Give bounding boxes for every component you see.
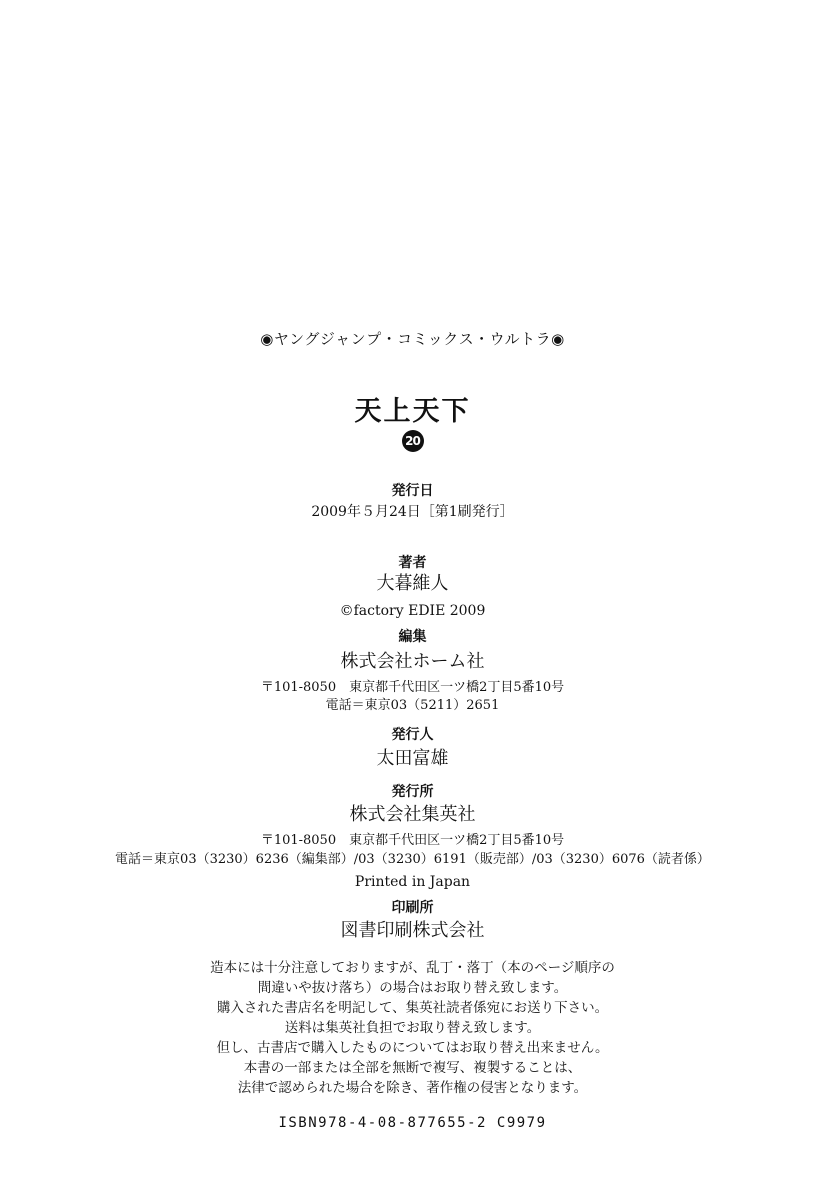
author-heading: 著者: [398, 555, 427, 571]
publisher-phone: 電話＝東京03（3230）6236（編集部）/03（3230）6191（販売部）/03（3230）6076（読者係）: [115, 852, 710, 867]
publisher-heading: 発行所: [391, 784, 434, 800]
issue-date: 2009年５月24日［第1刷発行］: [311, 504, 514, 520]
printer-heading: 印刷所: [391, 900, 434, 916]
author-copyright: ©factory EDIE 2009: [339, 603, 486, 619]
volume-number: 20: [402, 430, 424, 452]
publisher-company: 株式会社集英社: [349, 804, 476, 825]
issue-date-heading: 発行日: [391, 483, 434, 499]
volume-badge-wrap: [0, 430, 825, 452]
notice-line: 間違いや抜け落ち）の場合はお取り替え致します。: [257, 980, 568, 996]
publisher-address: 〒101-8050 東京都千代田区一ツ橋2丁目5番10号: [260, 833, 565, 848]
notice-line: 但し、古書店で購入したものについてはお取り替え出来ません。: [216, 1040, 609, 1056]
printed-in: Printed in Japan: [354, 874, 471, 890]
editor-phone: 電話＝東京03（5211）2651: [325, 698, 500, 713]
notice-line: 送料は集英社負担でお取り替え致します。: [284, 1020, 541, 1036]
publisher-person-heading: 発行人: [391, 727, 434, 743]
printer-company: 図書印刷株式会社: [340, 920, 485, 941]
editor-heading: 編集: [398, 629, 427, 645]
editor-company: 株式会社ホーム社: [340, 651, 485, 672]
notice-line: 法律で認められた場合を除き、著作権の侵害となります。: [237, 1080, 588, 1096]
notice-line: 本書の一部または全部を無断で複写、複製することは、: [243, 1060, 582, 1076]
notice-line: 造本には十分注意しておりますが、乱丁・落丁（本のページ順序の: [210, 960, 615, 976]
notice-line: 購入された書店名を明記して、集英社読者係宛にお送り下さい。: [216, 1000, 609, 1016]
editor-address: 〒101-8050 東京都千代田区一ツ橋2丁目5番10号: [260, 680, 565, 695]
series-name: ◉ヤングジャンプ・コミックス・ウルトラ◉: [260, 330, 565, 348]
author-name: 大暮維人: [376, 573, 449, 594]
isbn-code: ISBN978-4-08-877655-2 C9979: [278, 1115, 547, 1131]
publisher-person-name: 太田富雄: [376, 748, 449, 769]
book-title: 天上天下: [354, 396, 471, 427]
